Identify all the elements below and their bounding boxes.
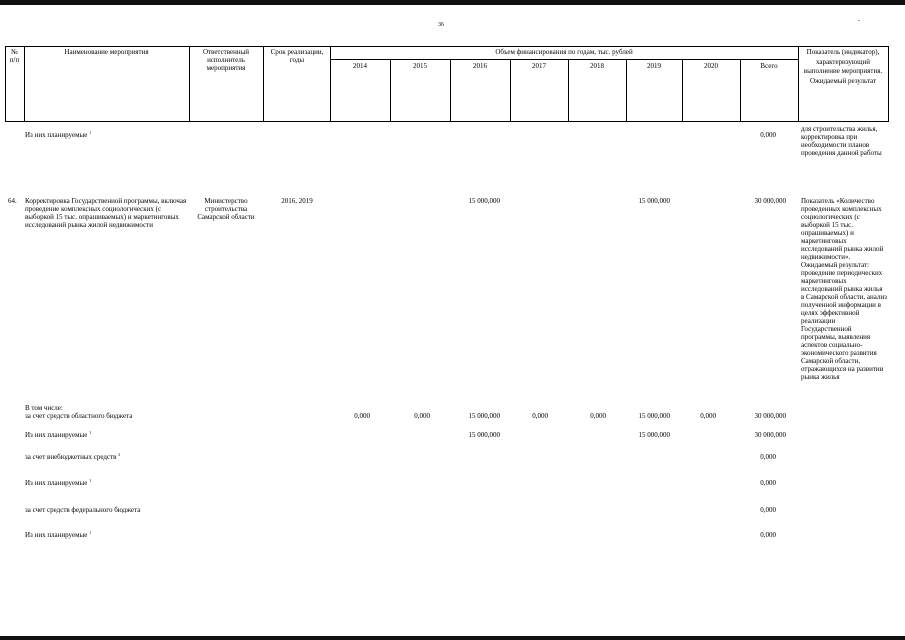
item64-number: 64.: [8, 197, 17, 205]
planned-row-3: [25, 531, 91, 539]
planned2-total: 0,000: [760, 479, 776, 487]
table-top-border: [5, 46, 889, 47]
planned-row-2: [25, 479, 91, 487]
col-line: [888, 46, 889, 122]
header-year-2018: 2018: [590, 62, 604, 70]
footnote-1: 1: [89, 430, 92, 435]
regional-2018: 0,000: [590, 412, 606, 420]
planned1-total: 30 000,000: [754, 431, 786, 439]
including-label: В том числе:: [25, 404, 63, 412]
item64-total: 30 000,000: [754, 197, 786, 205]
item64-term: 2016, 2019: [281, 197, 313, 205]
header-year-2017: 2017: [532, 62, 546, 70]
col-line: [189, 46, 190, 122]
item64-indicator: Показатель «Количество проведенных комплексных социологических (с выборкой 15 тыс. опрашиваемых) и маркетинговых исследований рынка жилой недвижимости». Ожидаемый результат: проведение периодических маркетинговых исследований рынка жилья в Самарской области, анализ полученной информации в целях эффективной реализации Государственной программы, выявления аспектов социально-экономического развития Самарской области, отражающихся на развитии рынка жилья: [801, 197, 887, 381]
prev-planned-total: 0,000: [760, 131, 776, 139]
header-year-2020: 2020: [704, 62, 718, 70]
regional-budget-label: за счет средств областного бюджета: [25, 412, 133, 420]
extrabudget-total: 0,000: [760, 453, 776, 461]
regional-2015: 0,000: [414, 412, 430, 420]
regional-2020: 0,000: [700, 412, 716, 420]
header-num-sign: №: [11, 48, 18, 56]
planned-row-1: [25, 431, 91, 439]
prev-planned-row: [25, 131, 91, 139]
planned1-2019: 15 000,000: [638, 431, 670, 439]
regional-2016: 15 000,000: [468, 412, 500, 420]
regional-total: 30 000,000: [754, 412, 786, 420]
header-volume: Объем финансирования по годам, тыс. рублей: [495, 48, 633, 56]
planned-label-3: Из них планируемые: [25, 531, 88, 539]
col-line: [798, 46, 799, 122]
planned3-total: 0,000: [760, 531, 776, 539]
planned-label-2: Из них планируемые: [25, 479, 88, 487]
header-year-2019: 2019: [647, 62, 661, 70]
regional-2017: 0,000: [532, 412, 548, 420]
prev-indicator-tail: для строительства жилья, корректировка при необходимости планов проведения данной работы: [801, 125, 882, 157]
col-line: [24, 46, 25, 122]
header-bottom-border: [5, 121, 889, 122]
planned-label-1: Из них планируемые: [25, 431, 88, 439]
regional-2014: 0,000: [354, 412, 370, 420]
corner-mark: -: [858, 18, 860, 24]
prev-planned-label: Из них планируемые: [25, 131, 88, 139]
header-year-total: Всего: [760, 62, 778, 70]
scan-bottom-edge: [0, 636, 905, 640]
item64-2016: 15 000,000: [468, 197, 500, 205]
header-year-2015: 2015: [413, 62, 427, 70]
volume-header-divider: [330, 59, 798, 60]
extrabudget-label: за счет внебюджетных средств: [25, 453, 117, 461]
header-name: Наименование мероприятия: [64, 48, 149, 56]
header-indicator: Показатель (индикатор), характеризующий выполнение мероприятия. Ожидаемый результат: [803, 48, 883, 85]
item64-name: Корректировка Государственной программы, включая проведение комплексных социологических (с выборкой 15 тыс. опрашиваемых) и маркетинговых исследований рынка жилой недвижимости: [25, 197, 187, 229]
extrabudget-row: [25, 453, 120, 461]
item64-executor: Министерство строительства Самарской области: [197, 197, 255, 221]
header-executor: Ответственный исполнитель мероприятия: [202, 48, 250, 72]
page-number: 36: [438, 22, 444, 28]
footnote-1: 1: [89, 530, 92, 535]
item64-2019: 15 000,000: [638, 197, 670, 205]
federal-budget-label: за счет средств федерального бюджета: [25, 506, 141, 514]
footnote-1: 1: [89, 478, 92, 483]
header-year-2016: 2016: [473, 62, 487, 70]
header-year-2014: 2014: [353, 62, 367, 70]
regional-2019: 15 000,000: [638, 412, 670, 420]
planned1-2016: 15 000,000: [468, 431, 500, 439]
footnote-1: 1: [89, 130, 92, 135]
header-num-abbr: п/п: [9, 56, 20, 64]
footnote-2: 2: [118, 452, 121, 457]
header-term: Срок реализации, годы: [270, 48, 324, 64]
col-line: [330, 46, 331, 122]
header-num: [5, 48, 24, 64]
scan-top-edge: [0, 0, 905, 5]
federal-total: 0,000: [760, 506, 776, 514]
